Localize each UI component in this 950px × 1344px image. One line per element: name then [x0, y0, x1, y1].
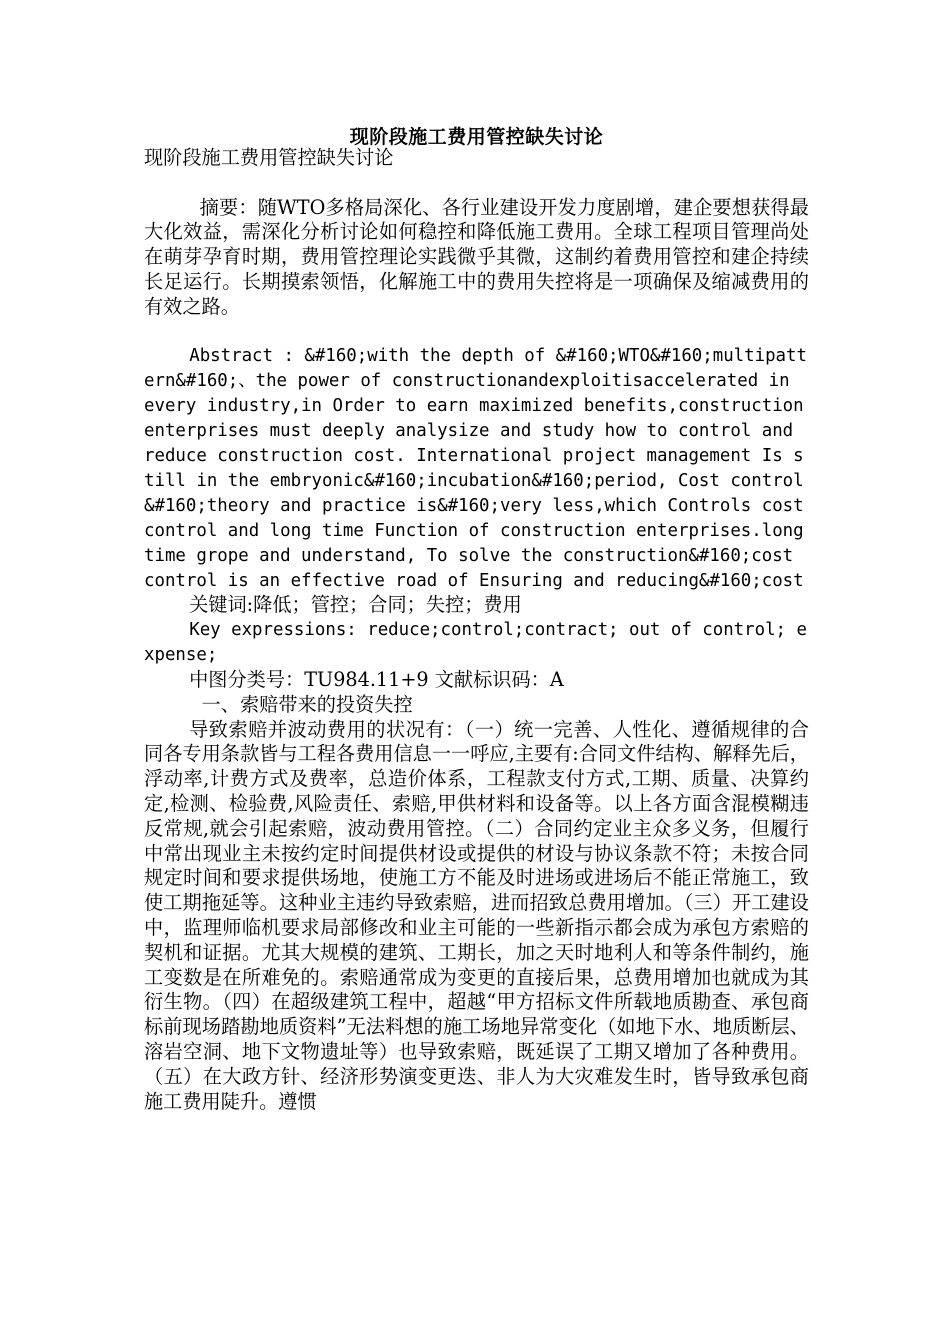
- section-paragraph: 导致索赔并波动费用的状况有：（一）统一完善、人性化、遵循规律的合同各专用条款皆与工程各费用信息一一呼应,主要有:合同文件结构、解释先后，浮动率,计费方式及费率，总造价体系，工程款支付方式,工期、质量、决算约定,检测、检验费,风险责任、索赔,甲供材料和设备等。以上各方面含混模糊违反常规,就会引起索赔，波动费用管控。（二）合同约定业主众多义务，但履行中常出现业主未按约定时间提供材设或提供的材设与协议条款不符；未按合同规定时间和要求提供场地，使施工方不能及时进场或进场后不能正常施工，致使工期拖延等。这种业主违约导致索赔，进而招致总费用增加。（三）开工建设中，监理师临机要求局部修改和业主可能的一些新指示都会成为承包方索赔的契机和证据。尤其大规模的建筑、工期长，加之天时地利人和等条件制约，施工变数是在所难免的。索赔通常成为变更的直接后果，总费用增加也就成为其衍生物。（四）在超级建筑工程中，超越“甲方招标文件所载地质勘查、承包商标前现场踏勘地质资料”无法料想的施工场地异常变化（如地下水、地质断层、溶岩空洞、地下文物遗址等）也导致索赔，既延误了工期又增加了各种费用。（五）在大政方针、经济形势演变更迭、非人为大灾难发生时，皆导致承包商施工费用陡升。遵惯: [144, 717, 809, 1113]
- document-title: 现阶段施工费用管控缺失讨论: [349, 126, 604, 148]
- abstract-english: Abstract : &#160;with the depth of &#160;WTO&#160;multipattern&#160;、the power of constructionandexploitisaccelerated in every industry,in Order to earn maximized benefits,construction enterprises must deeply analysize and study how to control and reduce construction cost. International project management Is still in the embryonic&#160;incubation&#160;period, Cost control&#160;theory and practice is&#160;very less,which Controls cost control and long time Function of construction enterprises.longtime grope and understand, To solve the construction&#160;cost control is an effective road of Ensuring and reducing&#160;cost: [144, 346, 807, 591]
- keywords-chinese: 关键词:降低；管控；合同；失控；费用: [189, 593, 522, 617]
- document-body: [144, 146, 809, 1114]
- document-subtitle: 现阶段施工费用管控缺失讨论: [144, 146, 394, 169]
- classification-number: 中图分类号：TU984.11+9 文献标识码：A: [189, 668, 564, 692]
- blank-line: [144, 171, 809, 196]
- keywords-english: Key expressions: reduce;control;contract; out of control; expense;: [144, 620, 807, 666]
- section-heading: 一、索赔带来的投资失控: [201, 692, 413, 716]
- blank-line: [144, 320, 809, 345]
- abstract-chinese: 摘要：随WTO多格局深化、各行业建设开发力度剧增，建企要想获得最大化效益，需深化分析讨论如何稳控和降低施工费用。全球工程项目管理尚处在萌芽孕育时期，费用管控理论实践微乎其微，这制约着费用管控和建企持续长足运行。长期摸索领悟，化解施工中的费用失控将是一项确保及缩减费用的有效之路。: [144, 195, 809, 318]
